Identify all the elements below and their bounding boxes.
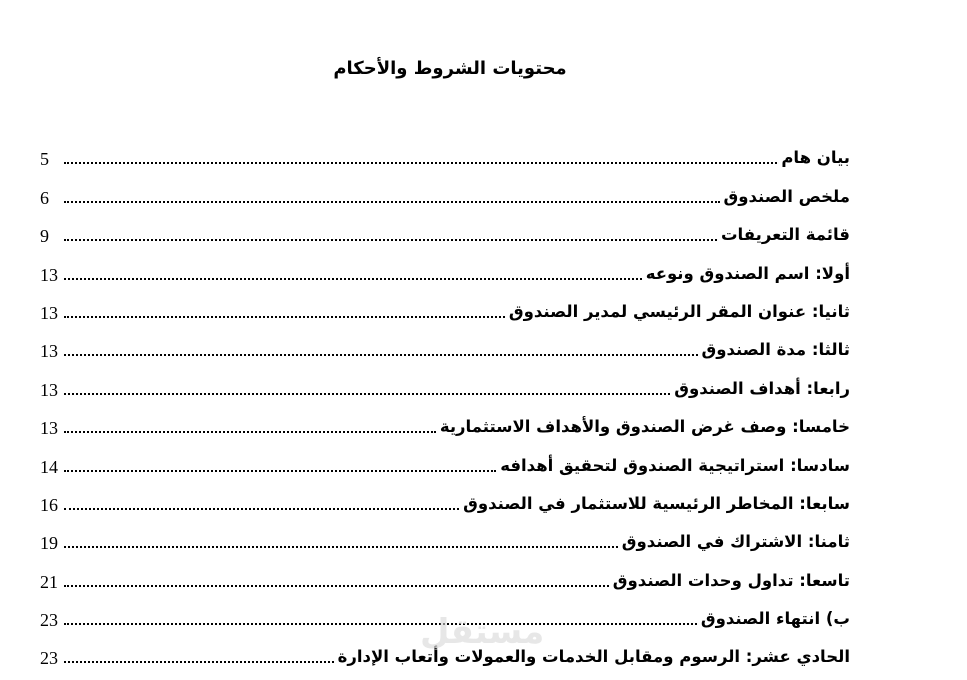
toc-page-number: 13 [40, 302, 58, 323]
toc-leader-dots [64, 585, 609, 587]
toc-entry[interactable] [40, 519, 850, 557]
watermark-logo: مستقل [420, 612, 545, 652]
toc-leader-dots [64, 470, 496, 472]
toc-entry[interactable] [40, 404, 850, 442]
toc-page-number: 9 [40, 226, 49, 247]
toc-entry[interactable] [40, 327, 850, 365]
toc-leader-dots [64, 354, 698, 356]
toc-leader-dots [64, 431, 436, 433]
toc-leader-dots [64, 316, 505, 318]
toc-leader-dots [64, 508, 459, 510]
toc-page-number: 13 [40, 418, 58, 439]
toc-leader-dots [64, 546, 618, 548]
toc-entry-label: سادسا: استراتيجية الصندوق لتحقيق أهدافه [500, 455, 850, 475]
toc-entry-label: قائمة التعريفات [720, 225, 850, 245]
toc-page-number: 14 [40, 456, 58, 477]
toc-leader-dots [64, 623, 697, 625]
toc-entry-label: ثالثا: مدة الصندوق [701, 340, 850, 360]
toc-page-number: 21 [40, 571, 58, 592]
toc-page-number: 23 [40, 648, 58, 669]
toc-entry-label: أولا: اسم الصندوق ونوعه [645, 263, 850, 283]
toc-page-number: 19 [40, 533, 58, 554]
toc-entry-label: ملخص الصندوق [723, 186, 850, 206]
toc-page-number: 16 [40, 494, 58, 515]
toc-entry[interactable] [40, 634, 850, 672]
toc-entry-label: رابعا: أهداف الصندوق [674, 378, 850, 398]
toc-page-number: 13 [40, 379, 58, 400]
toc-entry[interactable] [40, 481, 850, 519]
toc-title: محتويات الشروط والأحكام [333, 58, 567, 79]
toc-leader-dots [64, 393, 670, 395]
toc-page-number: 23 [40, 610, 58, 631]
toc-entry-label: سابعا: المخاطر الرئيسية للاستثمار في الصندوق [463, 493, 850, 513]
toc-leader-dots [64, 201, 720, 203]
toc-entry-label: ثانيا: عنوان المقر الرئيسي لمدير الصندوق [508, 301, 850, 321]
toc-leader-dots [64, 162, 777, 164]
toc-entry-label: ب) انتهاء الصندوق [700, 609, 850, 629]
toc-entry-label: بيان هام [781, 148, 850, 168]
toc-entry-label: تاسعا: تداول وحدات الصندوق [612, 570, 850, 590]
toc-entry[interactable] [40, 173, 850, 211]
toc-page-number: 13 [40, 264, 58, 285]
toc-page-number: 13 [40, 341, 58, 362]
toc-entry[interactable] [40, 442, 850, 480]
toc-entry[interactable] [40, 212, 850, 250]
toc-leader-dots [64, 278, 642, 280]
toc-entry[interactable] [40, 289, 850, 327]
toc-list [40, 135, 850, 672]
toc-entry-label: الحادي عشر: الرسوم ومقابل الخدمات والعمولات وأتعاب الإدارة [337, 647, 850, 667]
toc-page-number: 6 [40, 187, 49, 208]
toc-entry[interactable] [40, 557, 850, 595]
toc-leader-dots [64, 661, 334, 663]
toc-entry[interactable] [40, 365, 850, 403]
toc-entry-label: ثامنا: الاشتراك في الصندوق [621, 532, 850, 552]
toc-entry[interactable] [40, 596, 850, 634]
toc-entry[interactable] [40, 250, 850, 288]
toc-entry-label: خامسا: وصف غرض الصندوق والأهداف الاستثمارية [439, 417, 850, 437]
toc-leader-dots [64, 239, 717, 241]
toc-page-number: 5 [40, 149, 49, 170]
toc-entry[interactable] [40, 135, 850, 173]
